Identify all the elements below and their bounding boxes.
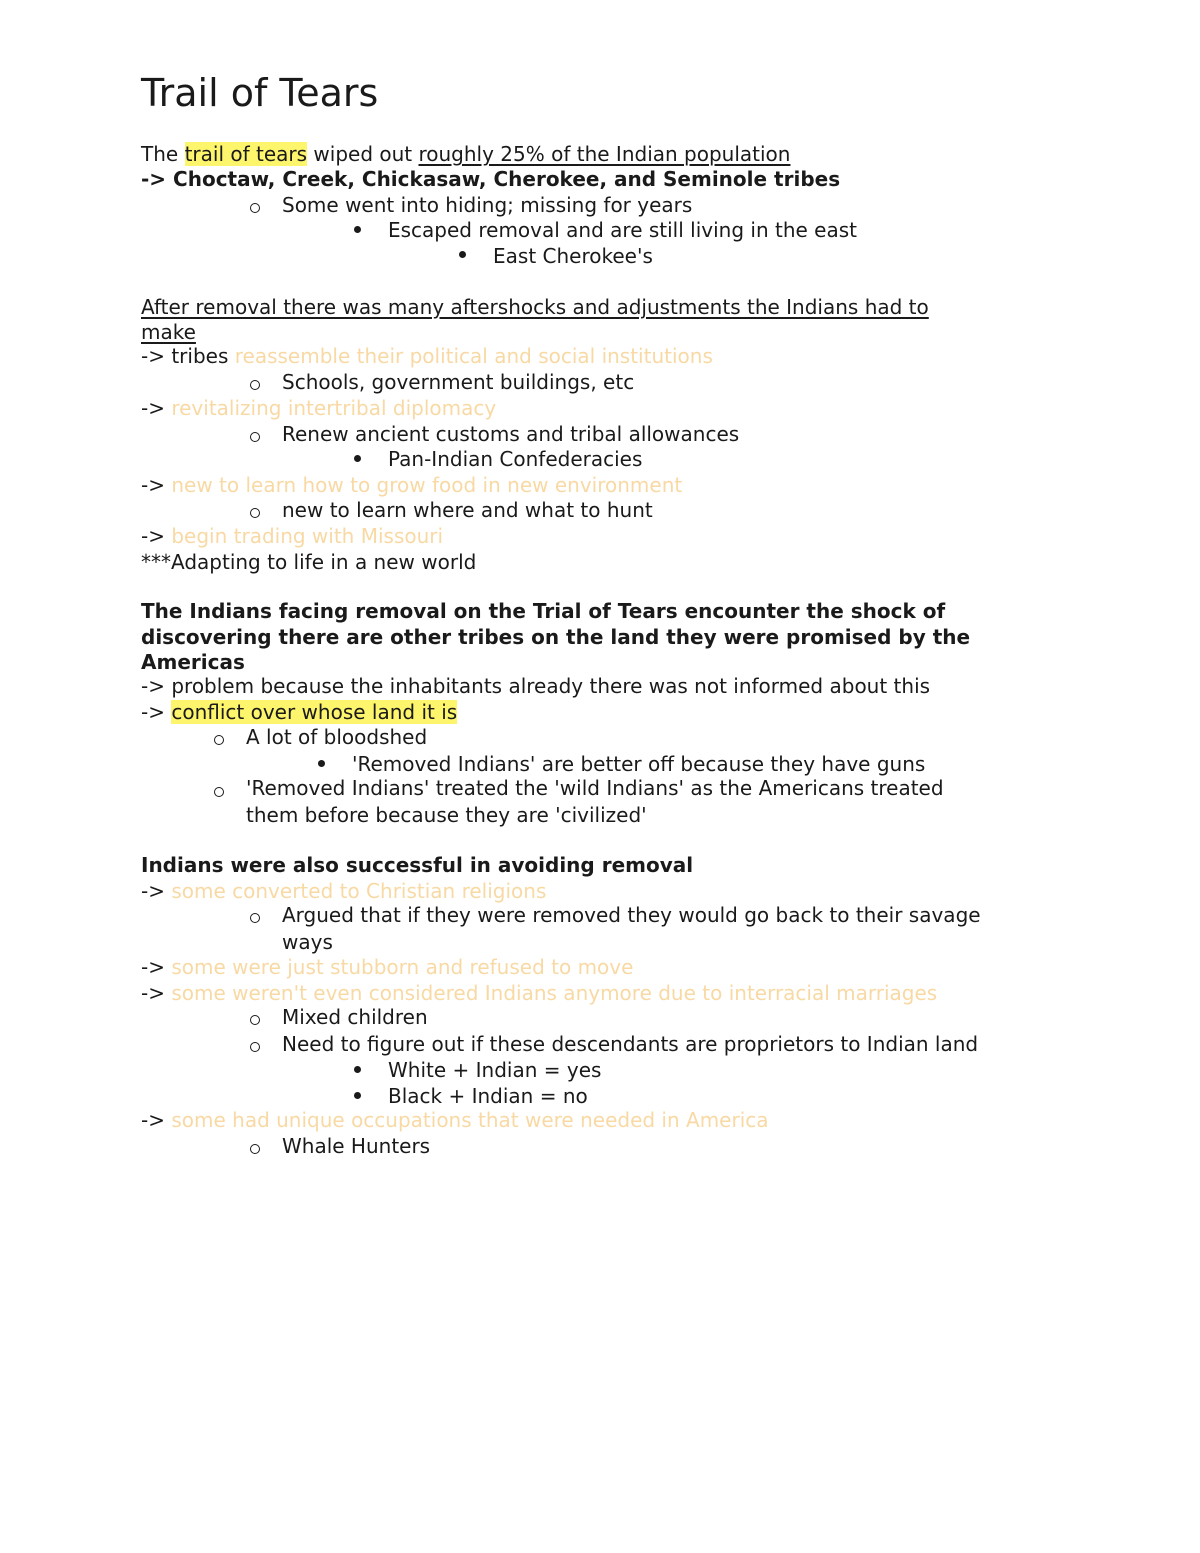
list-item: Argued that if they were removed they would go back to their savage	[282, 903, 981, 927]
list-item: Some went into hiding; missing for years	[282, 193, 693, 217]
list-item	[141, 954, 633, 980]
tribes-line	[141, 166, 840, 192]
faded-text: some were just stubborn and refused to move	[171, 955, 634, 979]
circle-bullet-icon	[250, 508, 260, 518]
faded-text: reassemble their political and social institutions	[234, 344, 713, 368]
section-heading: make	[141, 320, 196, 344]
arrow: ->	[141, 524, 165, 548]
arrow: ->	[141, 955, 165, 979]
list-item: ways	[282, 930, 333, 954]
list-item: Need to figure out if these descendants are proprietors to Indian land	[282, 1032, 979, 1056]
list-item: Pan-Indian Confederacies	[388, 447, 643, 471]
intro-text: wiped out	[307, 142, 419, 166]
list-item	[141, 395, 496, 421]
section-heading: Americas	[141, 650, 245, 674]
list-item: White + Indian = yes	[388, 1058, 602, 1082]
arrow: ->	[141, 879, 165, 903]
list-item	[141, 523, 443, 549]
bullet-icon	[318, 760, 325, 767]
intro-text: The	[141, 142, 185, 166]
list-item: A lot of bloodshed	[246, 725, 428, 749]
list-item: 'Removed Indians' treated the 'wild Indians' as the Americans treated	[246, 776, 944, 800]
circle-bullet-icon	[250, 1144, 260, 1154]
circle-bullet-icon	[250, 1015, 260, 1025]
faded-text: some had unique occupations that were needed in America	[171, 1108, 769, 1132]
section-heading: Indians were also successful in avoiding removal	[141, 853, 694, 877]
faded-text: some weren't even considered Indians anymore due to interracial marriages	[171, 981, 938, 1005]
list-item: East Cherokee's	[493, 244, 653, 268]
bullet-icon	[354, 455, 361, 462]
intro-line	[141, 141, 790, 167]
list-item	[141, 699, 457, 725]
arrow: ->	[141, 700, 165, 724]
list-item: them before because they are 'civilized'	[246, 803, 647, 827]
circle-bullet-icon	[250, 1042, 260, 1052]
bullet-icon	[354, 226, 361, 233]
list-item: Whale Hunters	[282, 1134, 431, 1158]
list-item: Renew ancient customs and tribal allowances	[282, 422, 740, 446]
list-item	[141, 472, 682, 498]
faded-text: begin trading with Missouri	[171, 524, 444, 548]
highlighted-phrase: trail of tears	[184, 142, 308, 166]
bullet-icon	[354, 1092, 361, 1099]
list-item	[141, 673, 930, 699]
page-title: Trail of Tears	[141, 71, 379, 115]
circle-bullet-icon	[250, 203, 260, 213]
arrow: ->	[141, 981, 165, 1005]
section-heading: After removal there was many aftershocks and adjustments the Indians had to	[141, 295, 929, 319]
list-item	[141, 878, 546, 904]
faded-text: revitalizing intertribal diplomacy	[171, 396, 497, 420]
arrow: ->	[141, 473, 165, 497]
highlighted-phrase: conflict over whose land it is	[171, 700, 458, 724]
list-item	[141, 980, 937, 1006]
arrow: ->	[141, 1108, 165, 1132]
list-item	[141, 1107, 769, 1133]
bullet-icon	[459, 251, 466, 258]
list-item: Escaped removal and are still living in the east	[388, 218, 857, 242]
circle-bullet-icon	[214, 787, 224, 797]
list-item: 'Removed Indians' are better off because they have guns	[352, 752, 926, 776]
arrow: ->	[141, 344, 165, 368]
item-text: tribes	[164, 344, 235, 368]
arrow: ->	[141, 167, 167, 191]
list-item: new to learn where and what to hunt	[282, 498, 653, 522]
circle-bullet-icon	[250, 380, 260, 390]
circle-bullet-icon	[250, 913, 260, 923]
arrow: ->	[141, 396, 165, 420]
list-item: Schools, government buildings, etc	[282, 370, 635, 394]
arrow: ->	[141, 674, 165, 698]
section-heading: discovering there are other tribes on the land they were promised by the	[141, 625, 971, 649]
list-item: Mixed children	[282, 1005, 428, 1029]
bullet-icon	[354, 1066, 361, 1073]
list-item: Black + Indian = no	[388, 1084, 588, 1108]
note-line: ***Adapting to life in a new world	[141, 550, 477, 574]
item-text: problem because the inhabitants already there was not informed about this	[164, 674, 931, 698]
circle-bullet-icon	[250, 432, 260, 442]
faded-text: some converted to Christian religions	[171, 879, 547, 903]
faded-text: new to learn how to grow food in new environment	[171, 473, 683, 497]
tribes-text: Choctaw, Creek, Chickasaw, Cherokee, and Seminole tribes	[173, 167, 841, 191]
circle-bullet-icon	[214, 735, 224, 745]
underlined-phrase: roughly 25% of the Indian population	[418, 142, 791, 166]
list-item	[141, 343, 713, 369]
section-heading: The Indians facing removal on the Trial of Tears encounter the shock of	[141, 599, 946, 623]
